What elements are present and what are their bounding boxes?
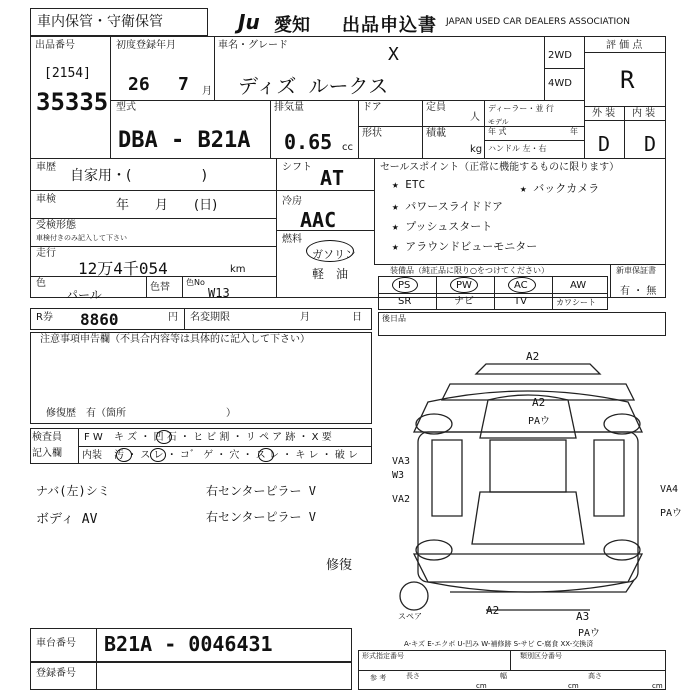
fuel-value: ガソリン [312, 248, 356, 261]
sales-point-2: ★ パワースライドドア [392, 200, 504, 213]
note-line-1: ナバ(左)シミ [36, 484, 110, 498]
fw-circle [156, 430, 172, 444]
exterior-label: 外 装 [592, 108, 616, 119]
car-name-value: ディズ ルークス [238, 74, 389, 98]
entry-label: 記入欄 [32, 448, 62, 459]
nai-items: 汚 ・ ス レ ・ コ゛ ゲ ・ 穴 ・ ス レ ・ キ レ ・ 破 レ [114, 450, 359, 461]
model-label: 型式 [116, 102, 136, 113]
door-label: ドア [362, 102, 382, 113]
year-label: 年 [570, 127, 578, 136]
cooler-label: 冷房 [282, 196, 302, 207]
nai-circle-2 [150, 448, 166, 462]
sales-point-4: ★ アラウンドビューモニター [392, 240, 538, 253]
recycle-value: 8860 [80, 310, 119, 329]
spare-label: スペア [398, 612, 422, 621]
reg-year: 26 [128, 74, 150, 95]
header-title [238, 8, 698, 36]
note-line-4: 右センターピラー V [206, 510, 316, 524]
car-diagram [378, 340, 678, 640]
mark-right: VA4 [660, 484, 679, 495]
eq-ps: PS [398, 280, 411, 291]
org-name: 愛知 [274, 15, 310, 36]
shift-label: シフト [282, 162, 312, 173]
2wd-label: 2WD [548, 50, 572, 61]
eq-seat: カワシート [556, 298, 596, 307]
name-change-month: 月 [300, 312, 310, 323]
equipment-label: 装備品（純正品に限り○をつけてください） [390, 266, 549, 275]
first-reg-label: 初度登録年月 [116, 40, 176, 51]
association-name: JAPAN USED CAR DEALERS ASSOCIATION [446, 17, 630, 27]
color-code-value: W13 [208, 286, 230, 300]
mark-left1: VA3 [392, 456, 411, 467]
back-date-box [378, 312, 666, 336]
ref-label: 参 考 [370, 674, 387, 682]
storage-label: 車内保管・守衛保管 [37, 14, 163, 30]
reg-month: 7 [178, 74, 189, 95]
received-note: 車検付きのみ記入して下さい [36, 234, 127, 242]
damage-legend: A-キズ E-エクボ U-凹み W-補修跡 S-サビ C-腐食 XX-交換済 [404, 640, 594, 648]
interior-label: 内 装 [632, 108, 656, 119]
eq-aw: AW [570, 280, 587, 291]
color-value: パール [66, 288, 102, 302]
lot-small: [2154] [44, 66, 91, 81]
cooler-value: AAC [300, 208, 337, 232]
color-label: 色 [36, 278, 46, 289]
shape-label: 形状 [362, 128, 382, 139]
warranty-label: 新車保証書 [616, 266, 656, 275]
form-title: 出品申込書 [342, 15, 437, 36]
reg-box [30, 662, 352, 690]
repair-mark: 修復 [326, 558, 353, 573]
note-line-3: 右センターピラー V [206, 484, 316, 498]
diesel-label: 軽 油 [312, 267, 349, 281]
person-label: 人 [470, 112, 480, 123]
inspection-label: 車検 [36, 194, 56, 205]
eq-tv: TV [514, 296, 527, 307]
storage-tag [30, 8, 208, 36]
model-year-label: モデル [488, 118, 509, 126]
mark-rear2: PAウ [578, 628, 601, 639]
fuel-circle [306, 240, 354, 262]
reg-label: 登録番号 [36, 668, 76, 679]
mark-left2: VA2 [392, 494, 411, 505]
model-value: DBA - B21A [118, 128, 251, 153]
km-label: km [230, 264, 246, 275]
width-label: 幅 [500, 672, 507, 680]
displacement-value: 0.65 [284, 130, 333, 154]
load-label: 積載 [426, 128, 446, 139]
eq-ps-circle [392, 277, 418, 293]
sales-point-3: ★ プッシュスタート [392, 220, 493, 233]
recycle-unit: 円 [168, 312, 178, 323]
lot-label: 出品番号 [35, 40, 75, 51]
eq-navi: ナビ [454, 296, 474, 307]
nai-label: 内装 [82, 450, 102, 461]
class-no-label: 類別区分番号 [520, 652, 562, 660]
name-change-label: 名変期限 [190, 312, 230, 323]
score-value: R [620, 66, 635, 94]
chassis-value: B21A - 0046431 [104, 632, 273, 656]
length-label: 長さ [406, 672, 420, 680]
mileage-label: 走行 [36, 248, 56, 259]
repair-label: 修復歴 有（箇所 ） [46, 408, 236, 419]
cc-label: cc [342, 142, 353, 153]
shift-value: AT [320, 166, 345, 190]
form-cert-label: 形式指定番号 [362, 652, 404, 660]
back-date-label: 後日品 [382, 314, 406, 323]
eq-sr: SR [398, 296, 412, 307]
logo: Ju [238, 10, 260, 34]
mark-rear: A3 [576, 610, 590, 623]
interior-value: D [644, 132, 657, 156]
capacity-label: 定員 [426, 102, 446, 113]
history-label: 車歴 [36, 162, 56, 173]
received-label: 受検形態 [36, 220, 76, 231]
kg-label: kg [470, 144, 483, 155]
height-unit: cm [652, 682, 663, 690]
lot-number: 35335 [36, 88, 109, 116]
dealer-label: ディーラー・並 行 [488, 104, 554, 113]
history-value: 自家用・( ) [70, 168, 207, 184]
year-type-label: 年 式 [488, 127, 507, 136]
grade-value: X [388, 44, 399, 65]
inspector-label: 検査員 [32, 432, 62, 443]
nai-circle-3 [258, 448, 274, 462]
color-code-label: 色No [186, 278, 205, 287]
car-name-label: 車名・グレード [218, 40, 288, 51]
notes-title: 注意事項申告欄（不具合内容等は具体的に記入して下さい） [40, 334, 310, 345]
color-change-label: 色替 [150, 282, 170, 293]
mark-top: A2 [526, 350, 540, 363]
eq-pw-circle [450, 277, 478, 293]
month-label: 月 [202, 86, 212, 97]
fw-label: F W [84, 432, 103, 443]
fw-items: キ ズ ・ 凹 石 ・ ヒ ビ 割 ・ リ ペ ア 跡 ・ X 要 [114, 432, 332, 443]
fuel-label: 燃料 [282, 234, 302, 245]
sales-point-right: ★ バックカメラ [520, 182, 600, 195]
mark-right2: PAウ [660, 508, 683, 519]
name-change-day: 日 [352, 312, 362, 323]
recycle-label: R券 [36, 312, 53, 323]
displacement-label: 排気量 [274, 102, 304, 113]
handle-label: ハンドル 左・右 [488, 144, 547, 153]
length-unit: cm [476, 682, 487, 690]
eq-ac-circle [508, 277, 536, 293]
mark-left1b: W3 [392, 470, 405, 481]
eq-pw: PW [456, 280, 472, 291]
chassis-label: 車台番号 [36, 638, 76, 649]
mileage-value: 12万4千054 [78, 259, 168, 278]
height-label: 高さ [588, 672, 602, 680]
width-unit: cm [568, 682, 579, 690]
mark-bottom: A2 [486, 604, 500, 617]
warranty-options: 有 ・ 無 [620, 286, 657, 297]
score-label: 評 価 点 [606, 40, 643, 51]
sales-point-label: セールスポイント（正常に機能するものに限ります） [380, 162, 620, 173]
eq-ac: AC [514, 280, 528, 291]
mark-hood: A2 [532, 396, 546, 409]
note-line-2: ボディ AV [36, 512, 98, 527]
sales-point-1: ★ ETC [392, 178, 426, 191]
nai-circle-1 [116, 448, 132, 462]
exterior-value: D [598, 132, 611, 156]
inspection-value: 年 月 (日) [116, 198, 218, 213]
4wd-label: 4WD [548, 78, 572, 89]
mark-hood2: PAウ [528, 416, 551, 427]
